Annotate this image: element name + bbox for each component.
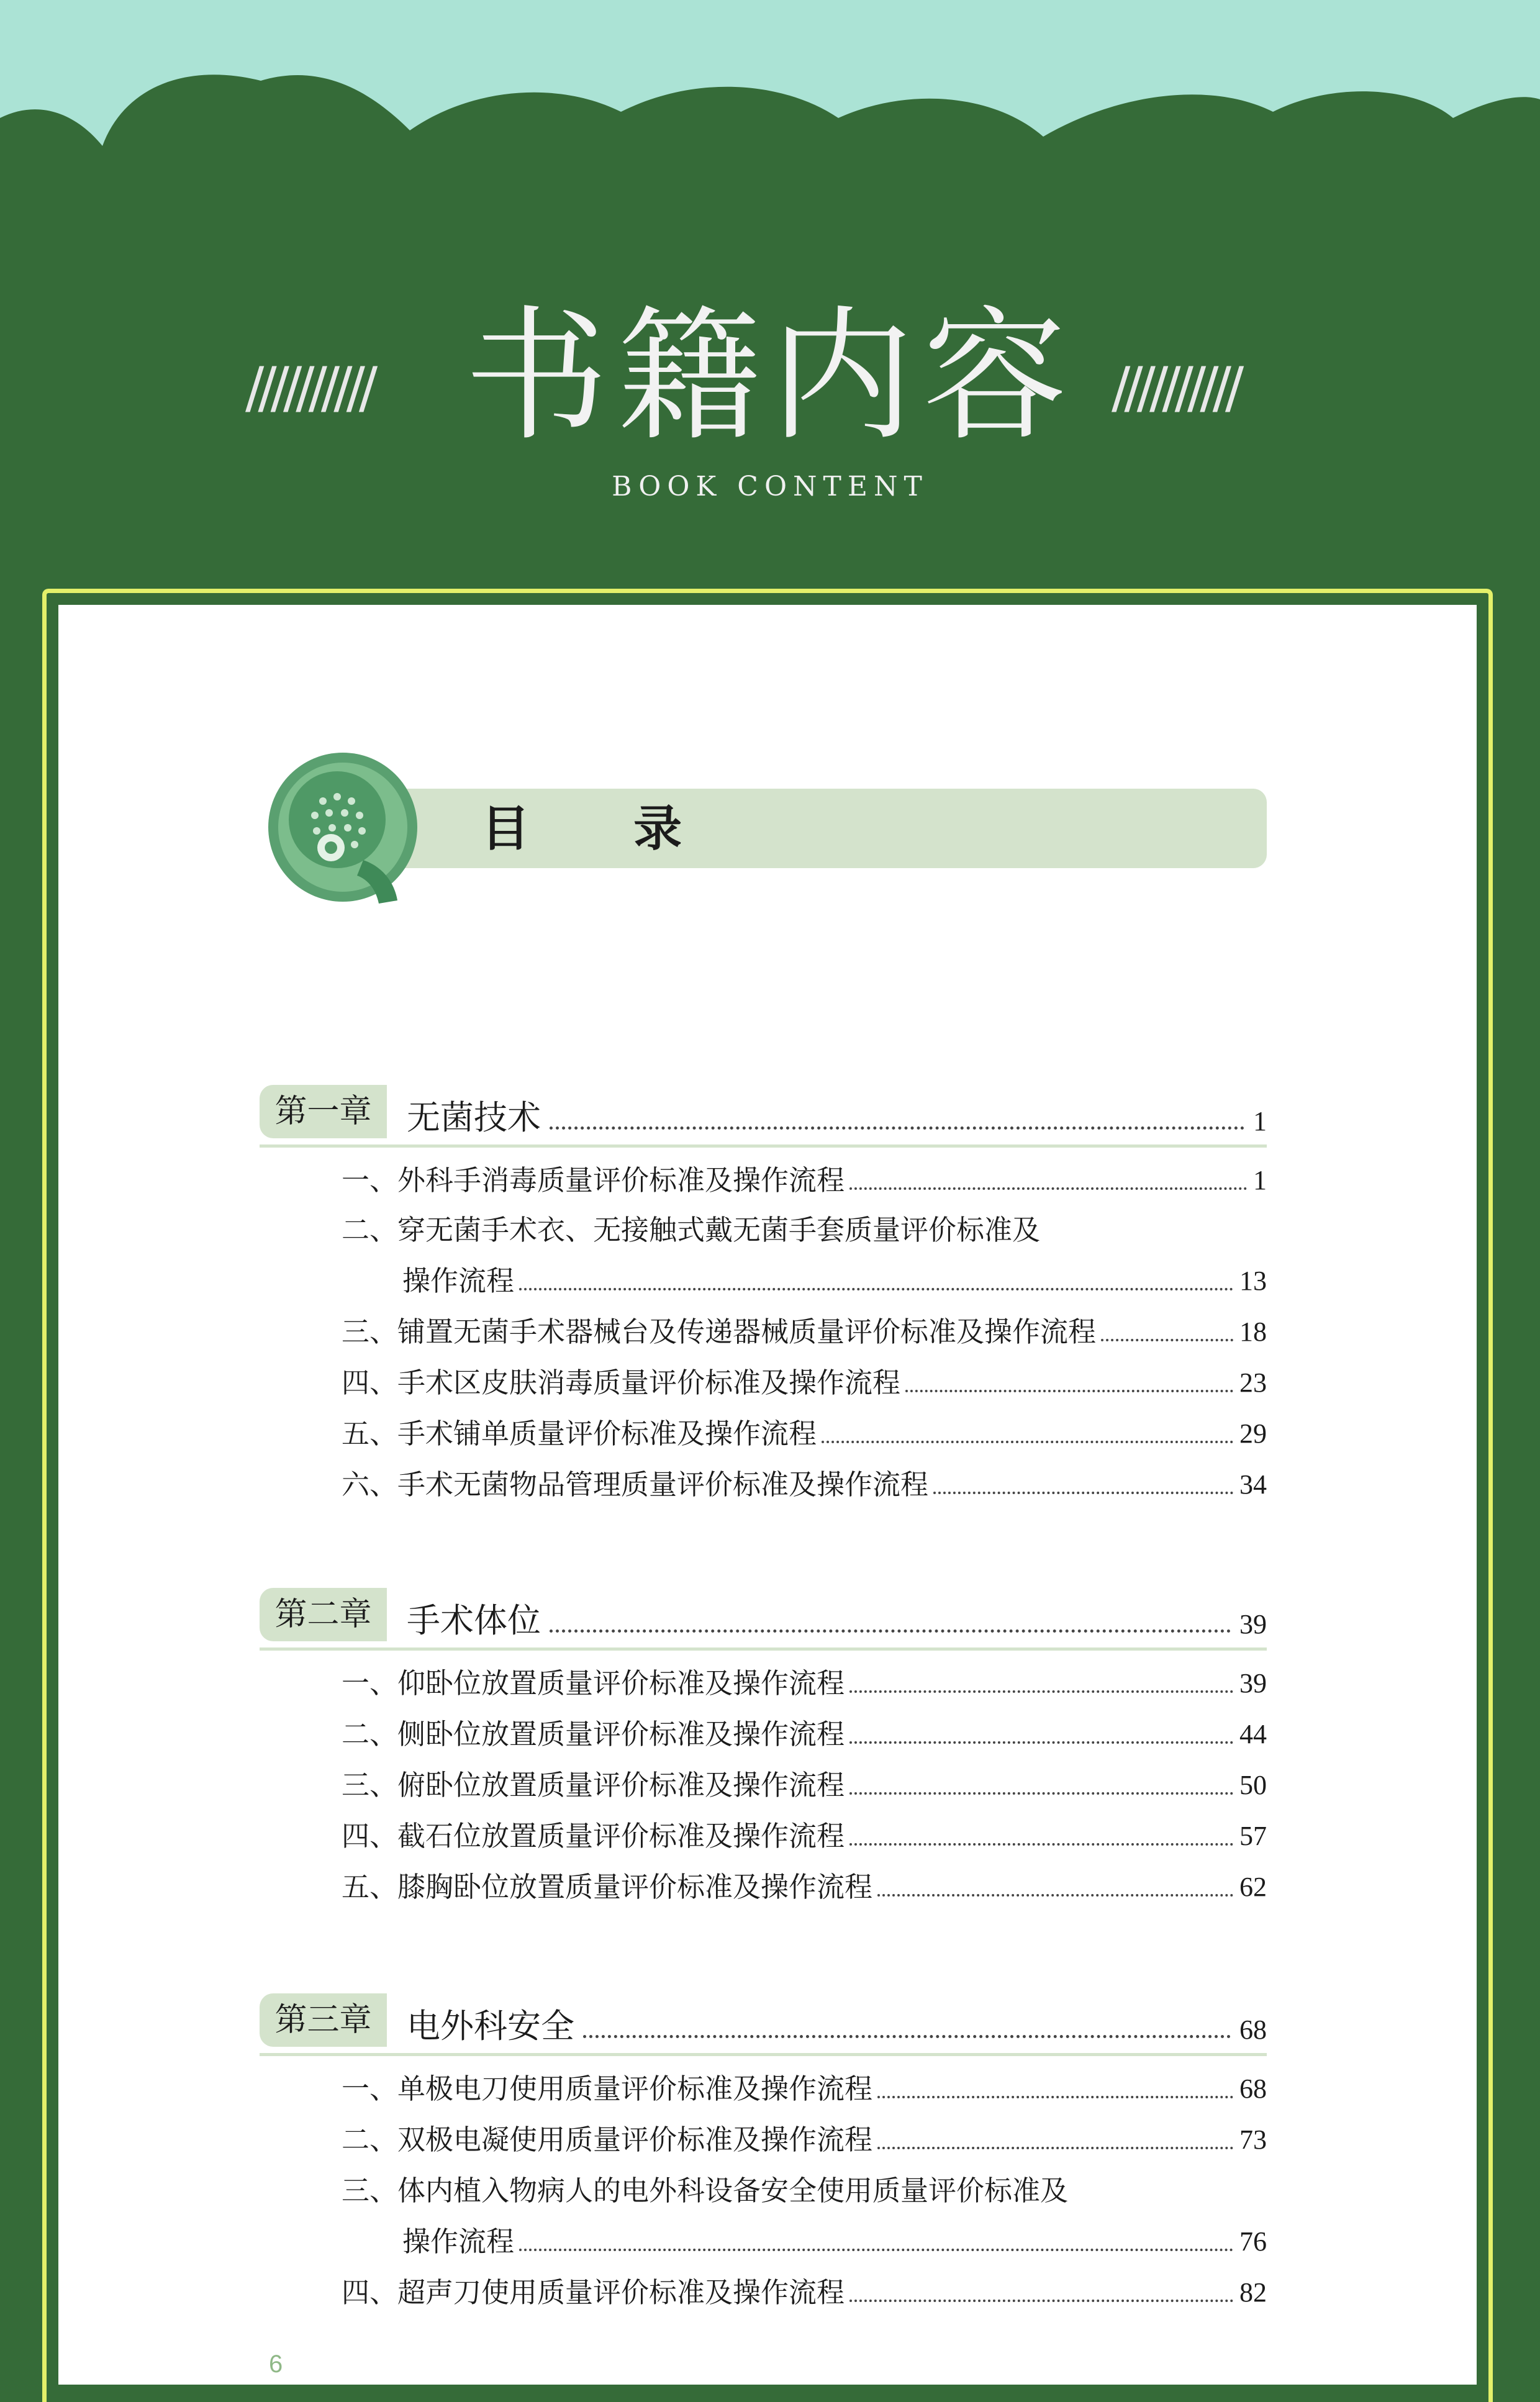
item-title: 二、侧卧位放置质量评价标准及操作流程 bbox=[342, 1718, 845, 1751]
dot-leader bbox=[849, 2300, 1233, 2302]
chapter-divider bbox=[260, 1144, 1267, 1148]
page-number: 6 bbox=[269, 2350, 283, 2378]
chapter-entry[interactable] bbox=[407, 1593, 1267, 1643]
item-title: 一、仰卧位放置质量评价标准及操作流程 bbox=[342, 1667, 845, 1700]
dot-leader bbox=[550, 1126, 1244, 1130]
chapter-page: 1 bbox=[1253, 1106, 1267, 1136]
toc-item[interactable] bbox=[342, 1666, 1267, 1702]
item-title: 六、手术无菌物品管理质量评价标准及操作流程 bbox=[342, 1468, 929, 1501]
toc-item[interactable] bbox=[342, 1162, 1267, 1199]
toc-item[interactable] bbox=[402, 2224, 1267, 2260]
chapter-label: 第三章 bbox=[260, 1993, 387, 2047]
dot-leader bbox=[519, 1288, 1233, 1290]
dot-leader bbox=[877, 2147, 1233, 2149]
item-title-line1[interactable]: 二、穿无菌手术衣、无接触式戴无菌手套质量评价标准及 bbox=[342, 1213, 1041, 1246]
toc-item[interactable] bbox=[342, 1716, 1267, 1752]
toc-item[interactable] bbox=[342, 1767, 1267, 1803]
dot-leader bbox=[822, 1441, 1233, 1443]
chapter-page: 39 bbox=[1239, 1609, 1267, 1639]
chapter-divider bbox=[260, 1647, 1267, 1651]
chapter-label: 第二章 bbox=[260, 1588, 387, 1641]
item-page: 1 bbox=[1253, 1165, 1267, 1195]
toc-item[interactable] bbox=[402, 1263, 1267, 1299]
item-title: 五、手术铺单质量评价标准及操作流程 bbox=[342, 1417, 817, 1450]
chapter-label: 第一章 bbox=[260, 1085, 387, 1138]
chapter-entry[interactable] bbox=[407, 1998, 1267, 2048]
sky-band bbox=[0, 0, 1540, 205]
item-page: 62 bbox=[1239, 1872, 1267, 1902]
item-page: 50 bbox=[1239, 1770, 1267, 1800]
item-page: 34 bbox=[1239, 1469, 1267, 1500]
item-page: 29 bbox=[1239, 1418, 1267, 1449]
toc-item[interactable] bbox=[342, 1869, 1267, 1905]
item-page: 57 bbox=[1239, 1821, 1267, 1851]
toc-heading: 目 录 bbox=[481, 801, 726, 857]
dot-leader bbox=[877, 1894, 1233, 1897]
item-title: 操作流程 bbox=[402, 2225, 515, 2258]
item-title: 三、铺置无菌手术器械台及传递器械质量评价标准及操作流程 bbox=[342, 1315, 1097, 1348]
dot-leader bbox=[905, 1390, 1233, 1392]
item-page: 13 bbox=[1239, 1266, 1267, 1296]
item-page: 23 bbox=[1239, 1367, 1267, 1398]
chapter-divider bbox=[260, 2053, 1267, 2056]
chapter-title: 手术体位 bbox=[407, 1601, 541, 1640]
item-title: 五、膝胸卧位放置质量评价标准及操作流程 bbox=[342, 1870, 873, 1903]
toc-item[interactable] bbox=[342, 1365, 1267, 1401]
chapter-title: 无菌技术 bbox=[407, 1098, 541, 1137]
dot-leader bbox=[550, 1629, 1231, 1633]
toc-item[interactable] bbox=[342, 1416, 1267, 1452]
toc-item[interactable] bbox=[342, 2071, 1267, 2107]
toc-item[interactable] bbox=[342, 2122, 1267, 2158]
dot-leader bbox=[519, 2249, 1233, 2251]
dot-leader bbox=[933, 1492, 1233, 1494]
item-page: 44 bbox=[1239, 1719, 1267, 1749]
item-title: 三、俯卧位放置质量评价标准及操作流程 bbox=[342, 1769, 845, 1802]
dot-leader bbox=[877, 2096, 1233, 2098]
dot-leader bbox=[583, 2035, 1231, 2038]
dot-leader bbox=[849, 1690, 1233, 1693]
chapter-title: 电外科安全 bbox=[407, 2006, 574, 2046]
dot-leader bbox=[849, 1187, 1247, 1190]
left-slash-decoration: ////////// bbox=[245, 355, 372, 420]
page-title: 书籍内容 bbox=[464, 292, 1076, 460]
toc-item[interactable] bbox=[342, 1467, 1267, 1503]
right-slash-decoration: ////////// bbox=[1112, 355, 1238, 420]
item-page: 18 bbox=[1239, 1317, 1267, 1347]
item-title: 操作流程 bbox=[402, 1264, 515, 1297]
shower-head-icon bbox=[264, 748, 422, 907]
dot-leader bbox=[849, 1741, 1233, 1744]
toc-item[interactable] bbox=[342, 2275, 1267, 2311]
page-subtitle: BOOK CONTENT bbox=[612, 471, 928, 502]
toc-item[interactable] bbox=[342, 1314, 1267, 1350]
item-page: 73 bbox=[1239, 2124, 1267, 2155]
toc-item[interactable] bbox=[342, 1818, 1267, 1854]
dot-leader bbox=[1101, 1339, 1233, 1341]
item-page: 82 bbox=[1239, 2277, 1267, 2308]
dot-leader bbox=[849, 1843, 1233, 1846]
chapter-page: 68 bbox=[1239, 2015, 1267, 2045]
item-title: 一、外科手消毒质量评价标准及操作流程 bbox=[342, 1164, 845, 1197]
item-page: 76 bbox=[1239, 2226, 1267, 2257]
item-title: 四、手术区皮肤消毒质量评价标准及操作流程 bbox=[342, 1366, 901, 1399]
item-title: 四、超声刀使用质量评价标准及操作流程 bbox=[342, 2276, 845, 2309]
item-title: 二、双极电凝使用质量评价标准及操作流程 bbox=[342, 2123, 873, 2156]
item-title: 四、截石位放置质量评价标准及操作流程 bbox=[342, 1820, 845, 1852]
dot-leader bbox=[849, 1792, 1233, 1795]
chapter-entry[interactable] bbox=[407, 1090, 1267, 1140]
item-title-line1[interactable]: 三、体内植入物病人的电外科设备安全使用质量评价标准及 bbox=[342, 2174, 1069, 2207]
item-page: 39 bbox=[1239, 1668, 1267, 1698]
item-page: 68 bbox=[1239, 2073, 1267, 2104]
item-title: 一、单极电刀使用质量评价标准及操作流程 bbox=[342, 2072, 873, 2105]
